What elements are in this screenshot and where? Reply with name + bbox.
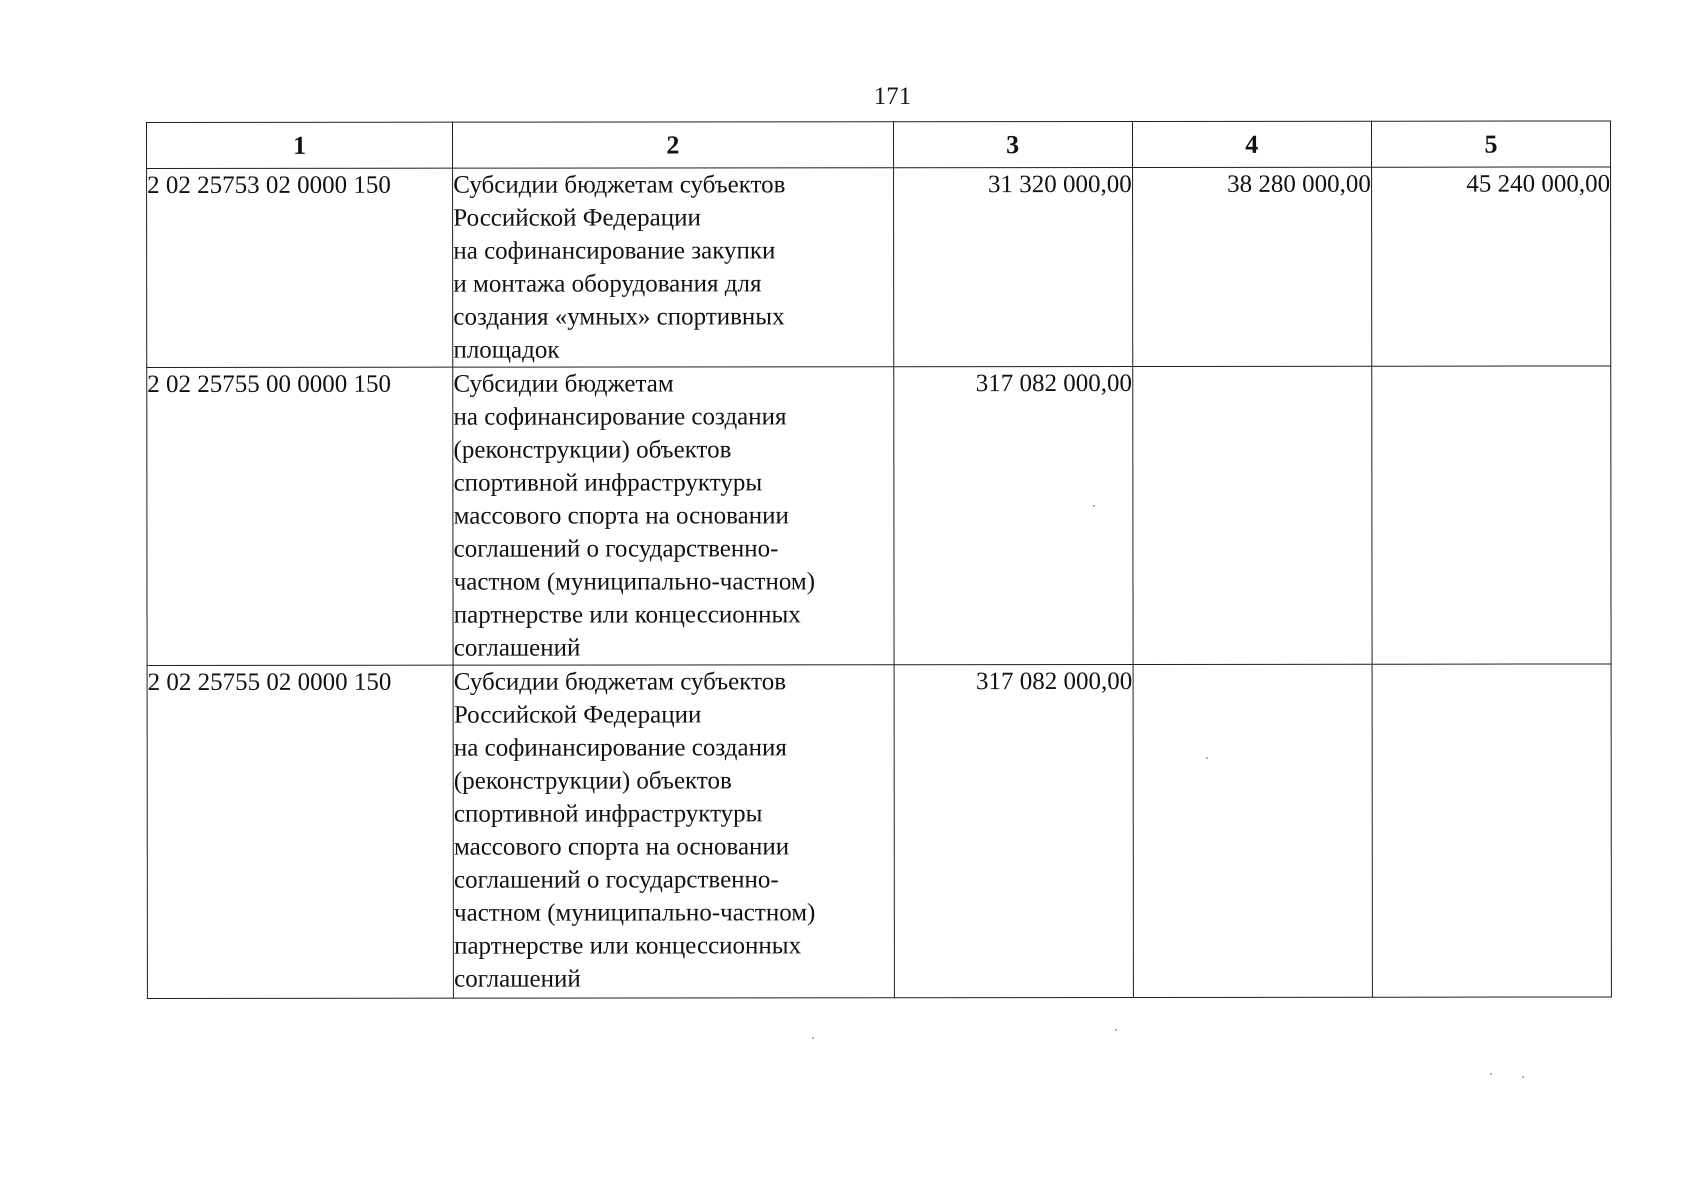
description-cell xyxy=(453,665,894,998)
amount-col-4-cell xyxy=(1133,664,1373,997)
description-line: спортивной инфраструктуры xyxy=(453,469,763,497)
description-line: соглашений о государственно- xyxy=(453,535,779,563)
amount-col-4-cell: 38 280 000,00 xyxy=(1132,167,1371,366)
scan-speck xyxy=(1115,1029,1117,1031)
description-line: партнерстве или концессионных xyxy=(454,932,802,960)
amount-col-5-cell: 45 240 000,00 xyxy=(1371,167,1610,366)
header-col-1: 1 xyxy=(147,122,453,168)
scan-speck xyxy=(1206,757,1208,759)
description-line: соглашений о государственно- xyxy=(453,866,779,894)
amount-col-5-cell xyxy=(1372,664,1612,997)
amount-col-3-cell: 31 320 000,00 xyxy=(893,167,1132,366)
header-col-3: 3 xyxy=(893,121,1132,167)
amount-col-4-cell xyxy=(1132,366,1371,664)
description-line: (реконструкции) объектов xyxy=(453,767,732,795)
description-line: Субсидии бюджетам xyxy=(453,370,674,398)
description-line: соглашений xyxy=(454,965,581,993)
description-line: и монтажа оборудования для xyxy=(453,270,762,298)
description-line: массового спорта на основании xyxy=(453,833,790,861)
description-line: партнерстве или концессионных xyxy=(453,601,801,629)
table-row xyxy=(147,167,1611,368)
description-cell xyxy=(453,168,894,367)
amount-col-3-cell: 317 082 000,00 xyxy=(893,366,1132,664)
budget-code-cell: 2 02 25753 02 0000 150 xyxy=(147,168,453,367)
amount-col-3-cell: 317 082 000,00 xyxy=(894,664,1134,997)
scan-speck xyxy=(1093,505,1095,507)
page-number: 171 xyxy=(873,83,912,110)
description-line: Российской Федерации xyxy=(453,701,702,729)
description-line: спортивной инфраструктуры xyxy=(453,800,763,828)
amount-col-5-cell xyxy=(1372,366,1611,664)
description-line: массового спорта на основании xyxy=(453,502,789,530)
header-col-4: 4 xyxy=(1132,121,1371,167)
description-line: Субсидии бюджетам субъектов xyxy=(453,171,786,199)
description-line: частном (муниципально-частном) xyxy=(454,899,816,927)
header-row xyxy=(147,121,1611,169)
scan-speck xyxy=(1522,1076,1524,1078)
budget-table xyxy=(146,120,1612,999)
description-line: частном (муниципально-частном) xyxy=(453,568,816,596)
budget-code-cell: 2 02 25755 00 0000 150 xyxy=(147,367,454,665)
table-row xyxy=(147,366,1611,666)
scan-speck xyxy=(812,1037,814,1039)
budget-code-cell: 2 02 25755 02 0000 150 xyxy=(147,665,454,998)
header-col-2: 2 xyxy=(453,122,893,168)
description-line: на софинансирование закупки xyxy=(453,237,776,265)
description-line: соглашений xyxy=(453,634,581,662)
header-col-5: 5 xyxy=(1371,121,1610,167)
description-cell xyxy=(453,367,894,665)
description-line: площадок xyxy=(453,336,560,364)
description-line: на софинансирование создания xyxy=(453,403,787,431)
description-line: Субсидии бюджетам субъектов xyxy=(453,668,787,696)
description-line: (реконструкции) объектов xyxy=(453,436,732,464)
table-row xyxy=(147,664,1611,999)
scan-speck xyxy=(1490,1073,1492,1075)
description-line: на софинансирование создания xyxy=(453,734,787,762)
description-line: Российской Федерации xyxy=(453,204,701,232)
description-line: создания «умных» спортивных xyxy=(453,303,785,331)
